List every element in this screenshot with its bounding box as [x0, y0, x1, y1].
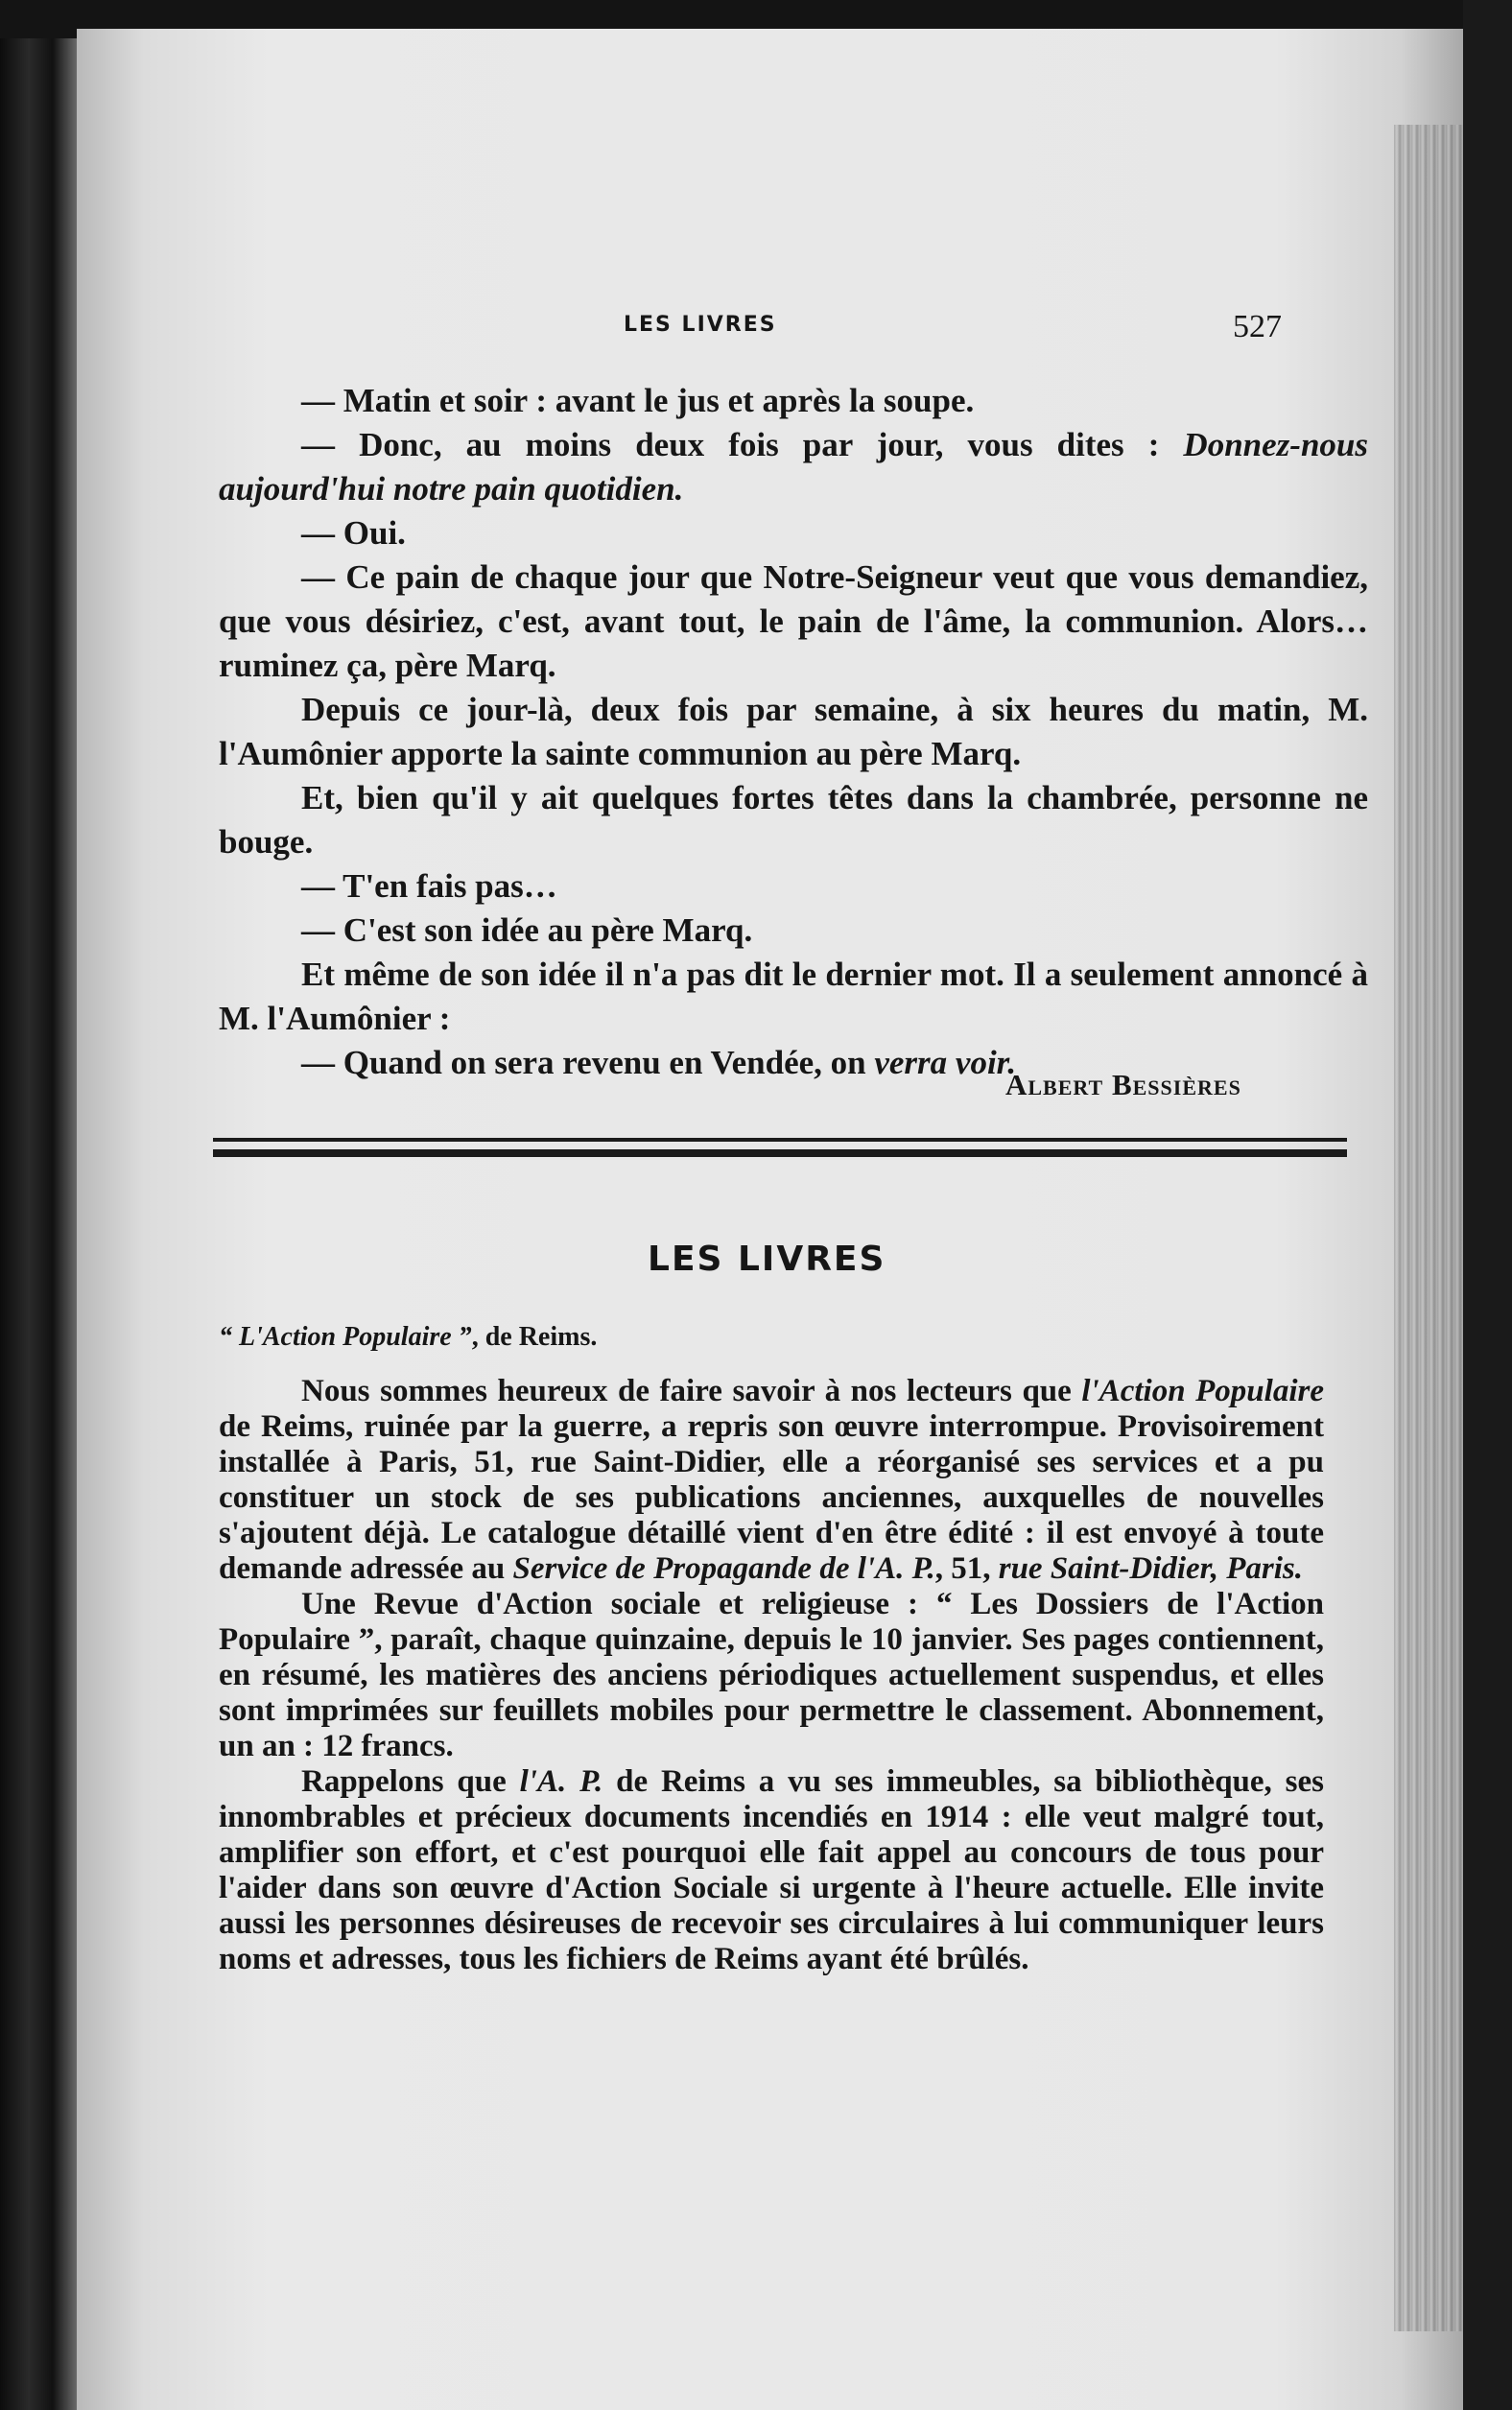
paragraph: Depuis ce jour-là, deux fois par semaine, à six heures du matin, M. l'Aumônier apporte la sainte communion au père Marq. — [219, 691, 1368, 772]
scan-frame-right — [1463, 0, 1512, 2410]
paragraph: Une Revue d'Action sociale et religieuse : “ Les Dossiers de l'Action Populaire ”, paraît, chaque quinzaine, depuis le 10 janvier. Ses pages contiennent, en résumé, les matières des anciens périodiques actuellement suspendus, et elles sont imprimées sur feuillets mobiles pour permettre le classement. Abonnement, un an : 12 francs. — [219, 1587, 1324, 1763]
italic-phrase: verra voir. — [874, 1044, 1017, 1081]
paragraph: Et, bien qu'il y ait quelques fortes têtes dans la chambrée, personne ne bouge. — [219, 779, 1368, 861]
italic-phrase: Donnez-nous aujourd'hui notre pain quotidien. — [219, 426, 1368, 508]
dialogue-line: — C'est son idée au père Marq. — [301, 911, 753, 949]
dialogue-line: — Oui. — [301, 514, 406, 552]
book-spine — [0, 38, 77, 2410]
section-subheading: “ L'Action Populaire ”, de Reims. — [219, 1322, 598, 1352]
dialogue-line: — Quand on sera revenu en Vendée, on verra voir. — [301, 1044, 1017, 1081]
paragraph: Rappelons que l'A. P. de Reims a vu ses immeubles, sa bibliothèque, ses innombrables et précieux documents incendiés en 1914 : elle veut malgré tout, amplifier son effort, et c'est pourquoi elle fait appel au concours de tous pour l'aider dans son œuvre d'Action Sociale si urgente à l'heure actuelle. Elle invite aussi les personnes désireuses de recevoir ses circulaires à lui communiquer leurs noms et adresses, tous les fichiers de Reims ayant été brûlés. — [219, 1764, 1324, 1976]
author-signature: Albert Bessières — [1005, 1068, 1241, 1101]
page-number: 527 — [1233, 309, 1282, 344]
section-rule-thick — [213, 1149, 1347, 1157]
book-page — [77, 29, 1463, 2410]
dialogue-line: — Matin et soir : avant le jus et après la soupe. — [301, 382, 975, 419]
paragraph: Nous sommes heureux de faire savoir à nos lecteurs que l'Action Populaire de Reims, ruinée par la guerre, a repris son œuvre interrompue. Provisoirement installée à Paris, 51, rue Saint-Didier, elle a réorganisé ses services et a pu constituer un stock de ses publications anciennes, auxquelles de nouvelles s'ajoutent déjà. Le catalogue détaillé vient d'en être édité : il est envoyé à toute demande adressée au Service de Propagande de l'A. P., 51, rue Saint-Didier, Paris. — [219, 1374, 1324, 1586]
running-head-title: LES LIVRES — [624, 313, 777, 337]
section-rule-thin — [213, 1138, 1347, 1142]
dialogue-line: — Donc, au moins deux fois par jour, vous dites : Donnez-nous aujourd'hui notre pain quotidien. — [219, 426, 1368, 508]
section-body — [219, 1374, 1324, 1977]
running-head — [77, 309, 1463, 347]
dialogue-line: — Ce pain de chaque jour que Notre-Seigneur veut que vous demandiez, que vous désiriez, c'est, avant tout, le pain de l'âme, la communion. Alors… ruminez ça, père Marq. — [219, 558, 1368, 684]
paragraph: Et même de son idée il n'a pas dit le dernier mot. Il a seulement annoncé à M. l'Aumônier : — [219, 956, 1368, 1037]
dialogue-line: — T'en fais pas… — [301, 867, 557, 905]
dialogue-block — [219, 379, 1368, 1085]
page-edges — [1394, 125, 1463, 2331]
section-title: LES LIVRES — [648, 1240, 886, 1279]
